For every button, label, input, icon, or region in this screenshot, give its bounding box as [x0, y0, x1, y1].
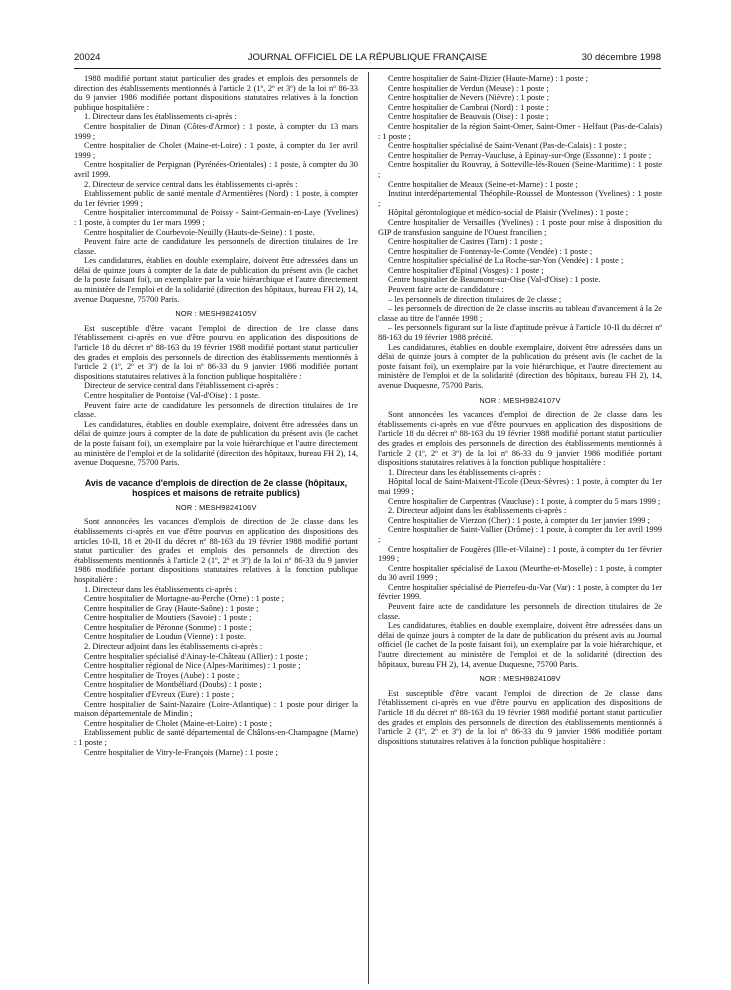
left-column	[74, 74, 358, 757]
paragraph: Directeur de service central dans l'établissement ci-après :	[84, 381, 279, 391]
nor-reference: NOR : MESH9824107V	[479, 395, 561, 405]
paragraph: Centre hospitalier de Castres (Tarn) : 1 poste ;	[388, 237, 543, 247]
paragraph: Est susceptible d'être vacant l'emploi de direction de 1re classe dans l'établissement ci-après en vue d'être pourvu en application des dispositions de l'article 18 du décret nº 88-163 du 19 février 1988 modifié portant statut particulier des grades et emplois des personnels de direction des établissements mentionnés à l'article 2 (1º, 2º et 3º) de la loi nº 86-33 du 9 janvier 1986 modifiée portant dispositions statutaires relatives à la fonction publique hospitalière :	[74, 323, 358, 381]
left-block-2	[74, 324, 358, 468]
column-divider	[368, 72, 369, 984]
paragraph: 1988 modifié portant statut particulier des grades et emplois des personnels de direction des établissements mentionnés à l'article 2 (1º, 2º et 3º) de la loi nº 86-33 du 9 janvier 1986 modifiée portant dispositions statutaires relatives à la fonction publique hospitalière :	[74, 74, 358, 112]
paragraph: Hôpital gérontologique et médico-social de Plaisir (Yvelines) : 1 poste ;	[388, 208, 629, 218]
paragraph: Peuvent faire acte de candidature les personnels de direction titulaires de 1re classe.	[74, 237, 358, 256]
right-block-1	[378, 74, 662, 391]
paragraph: Centre hospitalier de Dinan (Côtes-d'Armor) : 1 poste, à compter du 13 mars 1999 ;	[74, 121, 358, 141]
paragraph: Centre hospitalier de Gray (Haute-Saône) : 1 poste ;	[84, 603, 259, 613]
paragraph: Peuvent faire acte de candidature les personnels de direction titulaires de 1re classe.	[74, 400, 358, 420]
paragraph: Institut interdépartemental Théophile-Roussel de Montesson (Yvelines) : 1 poste ;	[378, 189, 662, 208]
header-rule	[74, 68, 661, 69]
paragraph: Centre hospitalier de la région Saint-Omer, Saint-Omer - Helfaut (Pas-de-Calais) : 1 poste ;	[378, 121, 662, 141]
paragraph: Centre hospitalier de Cholet (Maine-et-Loire) : 1 poste ;	[84, 718, 272, 728]
paragraph: Peuvent faire acte de candidature :	[388, 285, 504, 295]
page-header	[74, 52, 661, 66]
paragraph: Centre hospitalier de Courbevoie-Neuilly (Hauts-de-Seine) : 1 poste.	[84, 227, 315, 237]
paragraph: Centre hospitalier de Carpentras (Vaucluse) : 1 poste, à compter du 5 mars 1999 ;	[388, 496, 661, 506]
paragraph: Centre hospitalier de Fougères (Ille-et-Vilaine) : 1 poste, à compter du 1er février 1999 ;	[378, 544, 662, 564]
paragraph: 1. Directeur dans les établissements ci-après :	[388, 467, 541, 477]
left-block-3	[74, 517, 358, 757]
paragraph: Centre hospitalier de Beaumont-sur-Oise (Val-d'Oise) : 1 poste.	[388, 275, 601, 285]
paragraph: Centre hospitalier de Mortagne-au-Perche (Orne) : 1 poste ;	[84, 594, 284, 604]
paragraph: Hôpital local de Saint-Maixent-l'Ecole (Deux-Sèvres) : 1 poste, à compter du 1er mai 1999 ;	[378, 477, 662, 496]
paragraph: Centre hospitalier de Perray-Vaucluse, à Epinay-sur-Orge (Essonne) : 1 poste ;	[388, 150, 652, 160]
paragraph: Centre hospitalier de Saint-Vallier (Drôme) : 1 poste, à compter du 1er avril 1999 ;	[378, 525, 662, 544]
paragraph: Centre hospitalier de Nevers (Nièvre) : 1 poste ;	[388, 93, 549, 103]
paragraph: Centre hospitalier de Moutiers (Savoie) : 1 poste ;	[84, 613, 252, 623]
paragraph: Centre hospitalier de Montbéliard (Doubs) : 1 poste ;	[84, 680, 262, 690]
right-block-2	[378, 410, 662, 669]
paragraph: Centre hospitalier spécialisé de La Roche-sur-Yon (Vendée) : 1 poste ;	[388, 256, 624, 266]
paragraph: Est susceptible d'être vacant l'emploi de direction de 2e classe dans l'établissement ci-après en vue d'être pourvu en application des dispositions de l'article 18 du décret nº 88-163 du 19 février 1988 modifié portant statut particulier des grades et emplois des personnels de direction des établissements mentionnés à l'article 2 (1º, 2º et 3º) de la loi nº 86-33 du 9 janvier 1986 modifiée portant dispositions statutaires relatives à la fonction publique hospitalière :	[378, 688, 662, 746]
paragraph: Centre hospitalier de Fontenay-le-Comte (Vendée) : 1 poste ;	[388, 246, 593, 256]
nor-reference: NOR : MESH9824105V	[175, 309, 257, 319]
paragraph: Centre hospitalier régional de Nice (Alpes-Maritimes) : 1 poste ;	[84, 661, 301, 671]
paragraph: Centre hospitalier de Saint-Nazaire (Loire-Atlantique) : 1 poste pour diriger la maison départementale de Mindin ;	[74, 699, 358, 719]
right-block-3	[378, 689, 662, 747]
paragraph: 2. Directeur adjoint dans les établissements ci-après :	[388, 506, 567, 516]
paragraph: Centre hospitalier d'Evreux (Eure) : 1 poste ;	[84, 690, 235, 700]
journal-title: JOURNAL OFFICIEL DE LA RÉPUBLIQUE FRANÇAISE	[247, 52, 488, 63]
paragraph: Les candidatures, établies en double exemplaire, doivent être adressées dans un délai de quinze jours à compter de la publication du présent avis (le cachet de la poste faisant foi), un exemplaire par la voie hiérarchique, et l'autre directement au ministère de l'emploi et de la solidarité (direction des hôpitaux, bureau FH 2), 14, avenue Duquesne, 75700 Paris.	[378, 342, 662, 390]
paragraph: Les candidatures, établies en double exemplaire, doivent être adressées dans un délai de quinze jours à compter de la date de publication du présent avis (le cachet de la poste faisant foi), un exemplaire par la voie hiérarchique et l'autre directement au ministère de l'emploi et de la solidarité (direction des hôpitaux, bureau FH 2), 14, avenue Duquesne, 75700 Paris.	[74, 419, 358, 468]
paragraph: Sont annoncées les vacances d'emplois de direction de 2e classe dans les établissements ci-après en vue d'être pourvus en application des dispositions des articles 10-II, 18 et 20-II du décret nº 88-163 du 19 février 1988 modifié portant statut particulier des grades et emplois des personnels de direction des établissements mentionnés à l'article 2 (1º, 2º et 3º) de la loi nº 86-33 du 9 janvier 1986 modifiée portant dispositions statutaires relatives à la fonction publique hospitalière :	[74, 517, 358, 584]
paragraph: Les candidatures, établies en double exemplaire, doivent être adressées dans un délai de quinze jours à compter de la date de publication du présent avis au Journal officiel (le cachet de la poste faisant foi), un exemplaire par la voie hiérarchique, et l'autre directement au ministère de l'emploi et de la solidarité (direction des hôpitaux, bureau FH 2), 14, avenue Duquesne, 75700 Paris.	[378, 621, 662, 669]
paragraph: Centre hospitalier d'Epinal (Vosges) : 1 poste ;	[388, 265, 544, 275]
paragraph: Centre hospitalier de Troyes (Aube) : 1 poste ;	[84, 670, 240, 680]
paragraph: Centre hospitalier de Péronne (Somme) : 1 poste ;	[84, 622, 252, 632]
paragraph: – les personnels de direction de 2e classe inscrits au tableau d'avancement à la 2e classe au titre de l'année 1998 ;	[378, 304, 662, 323]
paragraph: Centre hospitalier de Versailles (Yvelines) : 1 poste pour mise à disposition du GIP de transfusion sanguine de l'Ouest francilien ;	[378, 217, 662, 237]
page-number: 20024	[74, 52, 101, 63]
paragraph: Centre hospitalier de Meaux (Seine-et-Marne) : 1 poste ;	[388, 179, 578, 189]
paragraph: Centre hospitalier de Verdun (Meuse) : 1 poste ;	[388, 83, 549, 93]
paragraph: Centre hospitalier de Loudun (Vienne) : 1 poste.	[84, 632, 246, 642]
paragraph: 2. Directeur de service central dans les établissements ci-après :	[84, 179, 298, 189]
paragraph: Centre hospitalier de Saint-Dizier (Haute-Marne) : 1 poste ;	[388, 74, 589, 83]
paragraph: Centre hospitalier spécialisé de Saint-Venant (Pas-de-Calais) : 1 poste ;	[388, 141, 627, 151]
paragraph: Centre hospitalier de Pontoise (Val-d'Oise) : 1 poste.	[84, 391, 260, 400]
paragraph: Centre hospitalier de Perpignan (Pyrénées-Orientales) : 1 poste, à compter du 30 avril 1999.	[74, 160, 358, 179]
nor-reference: NOR : MESH9824106V	[175, 502, 257, 512]
paragraph: Sont annoncées les vacances d'emploi de direction de 2e classe dans les établissements ci-après en vue d'être pourvues en application des dispositions de l'article 18 du décret nº 88-163 du 19 février 1988 modifié portant statut particulier des grades et emplois des personnels de direction des établissements mentionnés à l'article 2 (1º, 2º et 3º) de la loi nº 86-33 du 9 janvier 1986 modifiée portant dispositions statutaires relatives à la fonction publique hospitalière :	[378, 410, 662, 468]
paragraph: Centre hospitalier spécialisé de Laxou (Meurthe-et-Moselle) : 1 poste, à compter du 30 avril 1999 ;	[378, 563, 662, 583]
paragraph: Centre hospitalier de Vierzon (Cher) : 1 poste, à compter du 1er janvier 1999 ;	[388, 515, 650, 525]
nor-reference: NOR : MESH9824108V	[479, 674, 561, 684]
issue-date: 30 décembre 1998	[581, 52, 661, 63]
section-heading: Avis de vacance d'emplois de direction de 2e classe (hôpitaux, hospices et maisons de retraite publics)	[84, 477, 348, 498]
paragraph: Centre hospitalier spécialisé de Pierrefeu-du-Var (Var) : 1 poste, à compter du 1er février 1999.	[378, 582, 662, 602]
paragraph: Centre hospitalier de Cambrai (Nord) : 1 poste ;	[388, 102, 549, 112]
paragraph: Peuvent faire acte de candidature les personnels de direction titulaires de 2e classe.	[378, 602, 662, 621]
left-block-1	[74, 74, 358, 304]
paragraph: 2. Directeur adjoint dans les établissements ci-après :	[84, 642, 263, 652]
paragraph: Centre hospitalier intercommunal de Poissy - Saint-Germain-en-Laye (Yvelines) : 1 poste, à compter du 1er mars 1999 ;	[74, 208, 358, 227]
paragraph: Centre hospitalier de Beauvais (Oise) : 1 poste ;	[388, 112, 549, 122]
paragraph: Centre hospitalier spécialisé d'Ainay-le-Château (Allier) : 1 poste ;	[84, 651, 308, 661]
paragraph: Etablissement public de santé départemental de Châlons-en-Champagne (Marne) : 1 poste ;	[74, 728, 358, 747]
paragraph: Centre hospitalier du Rouvray, à Sotteville-lès-Rouen (Seine-Maritime) : 1 poste ;	[378, 160, 662, 179]
paragraph: – les personnels figurant sur la liste d'aptitude prévue à l'article 10-II du décret nº 88-163 du 19 février 1988 précité.	[378, 323, 662, 343]
paragraph: Etablissement public de santé mentale d'Armentières (Nord) : 1 poste, à compter du 1er février 1999 ;	[74, 189, 358, 208]
paragraph: Les candidatures, établies en double exemplaire, doivent être adressées dans un délai de quinze jours à compter de la date de publication du présent avis (le cachet de la poste faisant foi), un exemplaire par la voie hiérarchique et l'autre directement au ministère de l'emploi et de la solidarité (direction des hôpitaux, bureau FH 2), 14, avenue Duquesne, 75700 Paris.	[74, 256, 358, 304]
paragraph: 1. Directeur dans les établissements ci-après :	[84, 112, 237, 122]
right-column	[378, 74, 662, 746]
paragraph: – les personnels de direction titulaires de 2e classe ;	[388, 294, 562, 304]
paragraph: Centre hospitalier de Vitry-le-François (Marne) : 1 poste ;	[84, 747, 278, 757]
paragraph: 1. Directeur dans les établissements ci-après :	[84, 584, 237, 594]
paragraph: Centre hospitalier de Cholet (Maine-et-Loire) : 1 poste, à compter du 1er avril 1999 ;	[74, 141, 358, 160]
